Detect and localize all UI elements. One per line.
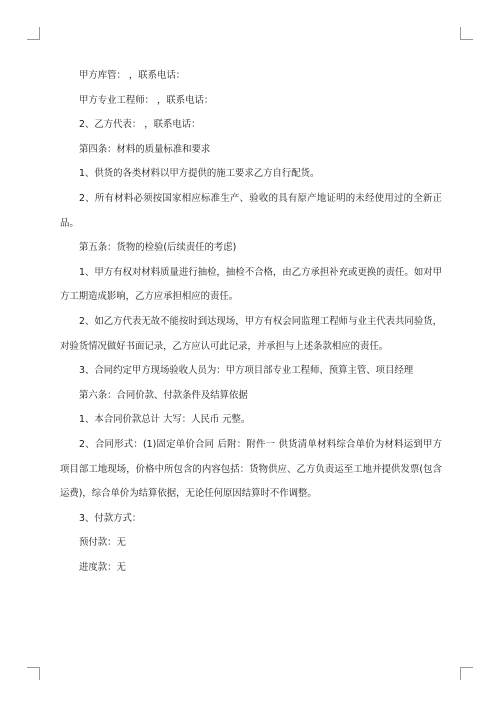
paragraph-article-5-item-3: 3、合同约定甲方现场验收人员为：甲方项目部专业工程师、预算主管、项目经理: [79, 365, 414, 377]
paragraph-article-5-item-2: 2、如乙方代表无故不能按时到达现场，甲方有权会同监理工程师与业主代表共同验货，对验货情况做好书面记录，乙方应认可此记录，并承担与上述条款相应的责任。: [60, 315, 442, 352]
crop-mark-top-right: [460, 27, 473, 40]
paragraph-party-b-rep: 2、乙方代表： ，联系电话：: [79, 119, 201, 131]
paragraph-article-4-item-1: 1、供货的各类材料以甲方提供的施工要求乙方自行配货。: [79, 168, 320, 180]
paragraph-article-7-item-1: 1、本合同价款总计 大写：人民币 元整。: [79, 414, 251, 426]
crop-mark-bottom-right: [460, 667, 473, 680]
paragraph-article-4-item-2: 2、所有材料必须按国家相应标准生产、验收的具有原产地证明的未经使用过的全新正品。: [60, 192, 442, 229]
paragraph-progress-payment: 进度款：无: [79, 561, 126, 573]
paragraph-article-7-item-2: 2、合同形式：(1)固定单价合同 后附：附件一 供货清单材料综合单价为材料运到甲方 项目部工地现场，价格中所包含的内容包括：货物供应、乙方负责运至工地并提供发票(包含运费)，综合单价为结算依据，无论任何原因结算时不作调整。: [60, 438, 442, 500]
paragraph-warehouse-keeper: 甲方库管： ，联系电话：: [79, 70, 186, 81]
paragraph-payment-method: 3、付款方式：: [79, 512, 142, 524]
crop-mark-top-left: [27, 27, 40, 40]
crop-mark-bottom-left: [27, 667, 40, 680]
heading-article-4: 第四条：材料的质量标准和要求: [79, 143, 211, 155]
heading-article-6: 第六条：合同价款、付款条件及结算依据: [79, 389, 248, 401]
paragraph-engineer: 甲方专业工程师： ，联系电话：: [79, 94, 214, 106]
paragraph-article-5-item-1: 1、甲方有权对材料质量进行抽检，抽检不合格，由乙方承担补充或更换的责任。如对甲方工期造成影响，乙方应承担相应的责任。: [60, 266, 442, 303]
paragraph-advance-payment: 预付款：无: [79, 537, 126, 549]
heading-article-5: 第五条：货物的检验(后续责任的考虑): [79, 242, 237, 254]
document-body: [60, 64, 442, 580]
